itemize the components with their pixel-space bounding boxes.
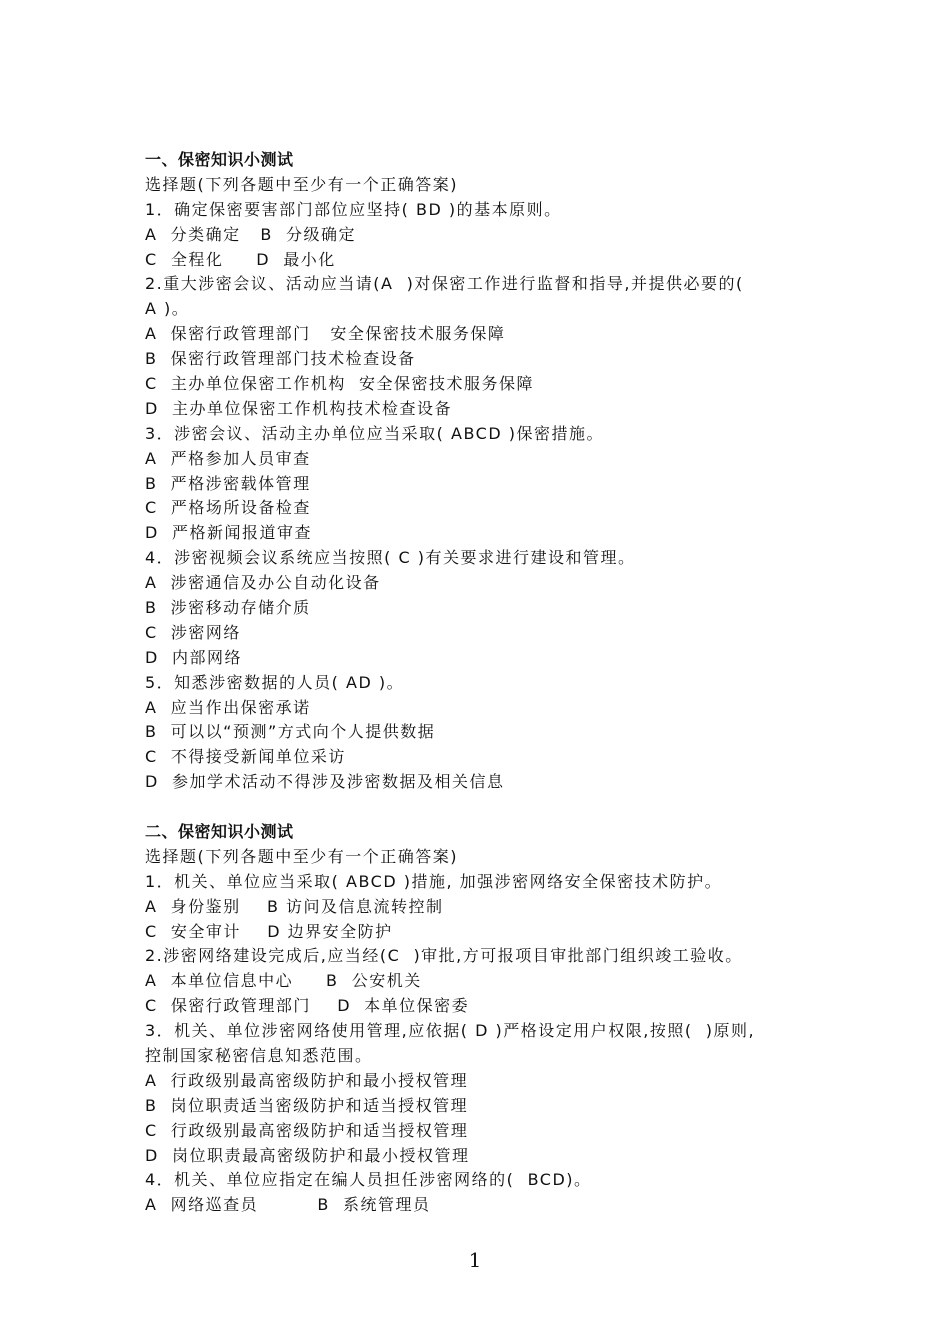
text-line: D 岗位职责最高密级防护和最小授权管理 bbox=[145, 1145, 470, 1165]
text-line: 4．机关、单位应指定在编人员担任涉密网络的( BCD)。 bbox=[145, 1170, 592, 1190]
text-line: C 安全审计 D 边界安全防护 bbox=[145, 921, 393, 941]
section-heading: 二、保密知识小测试 bbox=[145, 822, 294, 841]
text-line: B 岗位职责适当密级防护和适当授权管理 bbox=[145, 1095, 469, 1115]
text-line: C 主办单位保密工作机构 安全保密技术服务保障 bbox=[145, 374, 535, 394]
text-line: A 涉密通信及办公自动化设备 bbox=[145, 573, 381, 593]
text-line: D 参加学术活动不得涉及涉密数据及相关信息 bbox=[145, 772, 505, 792]
section-2 bbox=[145, 820, 845, 1218]
text-line: B 严格涉密载体管理 bbox=[145, 473, 311, 493]
text-line: B 涉密移动存储介质 bbox=[145, 598, 311, 618]
section-lines bbox=[145, 173, 845, 795]
text-line: 控制国家秘密信息知悉范围。 bbox=[145, 1046, 373, 1066]
page-number: 1 bbox=[468, 1248, 482, 1272]
text-line: 1．机关、单位应当采取( ABCD )措施, 加强涉密网络安全保密技术防护。 bbox=[145, 871, 723, 891]
section-lines bbox=[145, 845, 845, 1218]
text-line: C 涉密网络 bbox=[145, 622, 241, 642]
text-line: C 全程化 D 最小化 bbox=[145, 249, 336, 269]
text-line: 5．知悉涉密数据的人员( AD )。 bbox=[145, 672, 405, 692]
text-line: 选择题(下列各题中至少有一个正确答案) bbox=[145, 174, 458, 194]
text-line: A 严格参加人员审查 bbox=[145, 448, 311, 468]
text-line: B 可以以“预测”方式向个人提供数据 bbox=[145, 722, 436, 742]
text-line: B 保密行政管理部门技术检查设备 bbox=[145, 349, 416, 369]
text-line: A 行政级别最高密级防护和最小授权管理 bbox=[145, 1070, 469, 1090]
text-line: A 应当作出保密承诺 bbox=[145, 697, 311, 717]
text-line: D 主办单位保密工作机构技术检查设备 bbox=[145, 398, 452, 418]
section-heading: 一、保密知识小测试 bbox=[145, 150, 294, 169]
text-line: A 网络巡查员 B 系统管理员 bbox=[145, 1195, 431, 1215]
text-line: C 不得接受新闻单位采访 bbox=[145, 747, 346, 767]
text-line: A 身份鉴别 B 访问及信息流转控制 bbox=[145, 896, 444, 916]
text-line: C 行政级别最高密级防护和适当授权管理 bbox=[145, 1120, 469, 1140]
text-line: 1．确定保密要害部门部位应坚持( BD )的基本原则。 bbox=[145, 199, 562, 219]
text-line: 3．涉密会议、活动主办单位应当采取( ABCD )保密措施。 bbox=[145, 423, 604, 443]
text-line: C 保密行政管理部门 D 本单位保密委 bbox=[145, 996, 470, 1016]
text-line: 4．涉密视频会议系统应当按照( C )有关要求进行建设和管理。 bbox=[145, 548, 636, 568]
text-line: A )。 bbox=[145, 299, 190, 319]
text-line: 3．机关、单位涉密网络使用管理,应依据( D )严格设定用户权限,按照( )原则, bbox=[145, 1021, 756, 1041]
text-line: 2.涉密网络建设完成后,应当经(C )审批,方可报项目审批部门组织竣工验收。 bbox=[145, 946, 743, 966]
text-line: C 严格场所设备检查 bbox=[145, 498, 311, 518]
text-line: A 保密行政管理部门 安全保密技术服务保障 bbox=[145, 324, 506, 344]
text-line: A 本单位信息中心 B 公安机关 bbox=[145, 971, 422, 991]
text-line: 2.重大涉密会议、活动应当请(A )对保密工作进行监督和指导,并提供必要的( bbox=[145, 274, 744, 294]
text-line: A 分类确定 B 分级确定 bbox=[145, 224, 357, 244]
text-line: D 严格新闻报道审查 bbox=[145, 523, 312, 543]
text-line: D 内部网络 bbox=[145, 647, 242, 667]
section-1 bbox=[145, 148, 845, 795]
text-line: 选择题(下列各题中至少有一个正确答案) bbox=[145, 846, 458, 866]
